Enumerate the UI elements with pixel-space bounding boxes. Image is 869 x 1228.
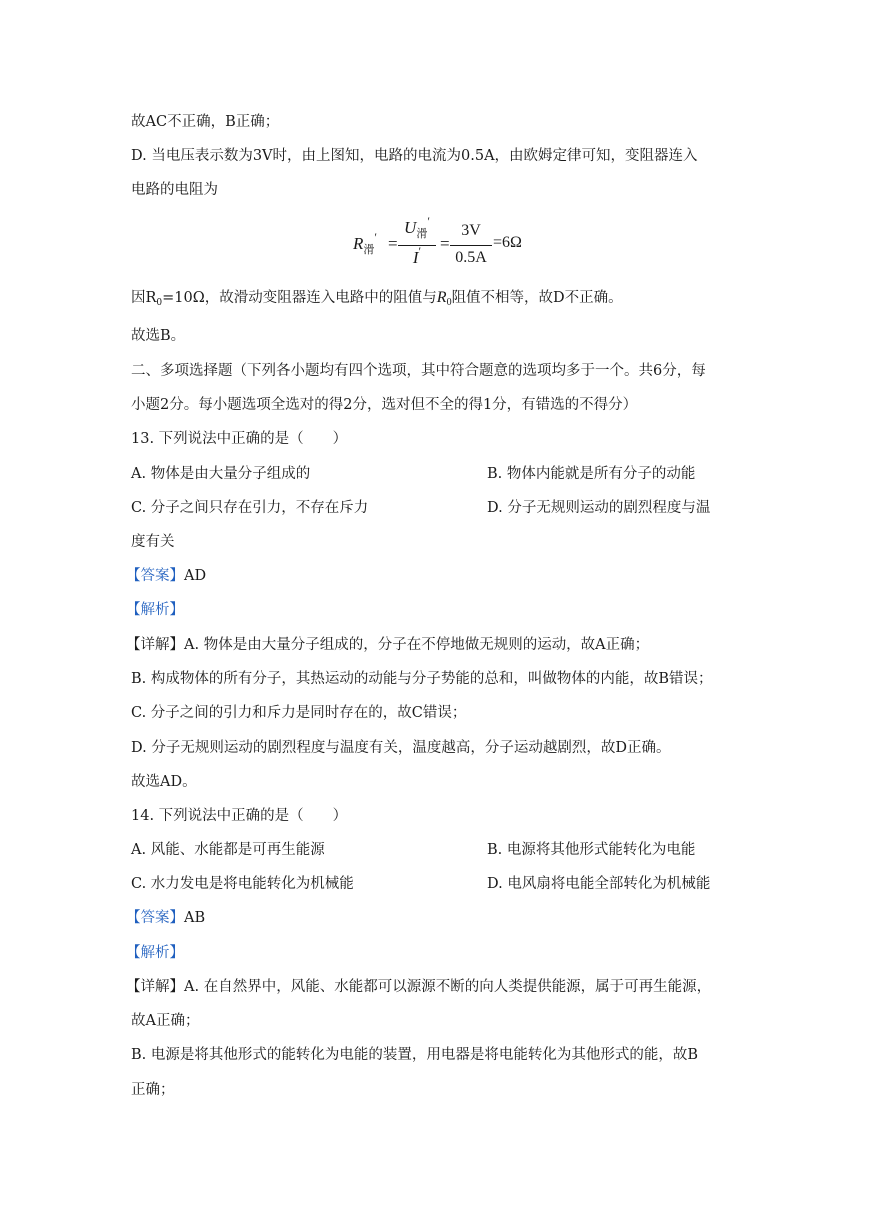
- answer-line: [126, 908, 205, 928]
- r0-symbol: [437, 289, 452, 306]
- formula-i: I: [412, 248, 419, 267]
- formula-denominator: 0.5A: [455, 249, 487, 266]
- section-heading: 二、多项选择题（下列各小题均有四个选项，其中符合题意的选项均多于一个。共6分，每: [131, 363, 706, 379]
- formula-u: U: [404, 218, 417, 237]
- r0-subscript: 0: [446, 297, 452, 308]
- formula-prime: ′: [374, 230, 378, 244]
- option-b: B. 电源将其他形式能转化为电能: [487, 842, 696, 858]
- analysis-label: 【解析】: [126, 602, 184, 618]
- analysis-tag: [126, 600, 184, 620]
- formula-sub: 滑: [363, 244, 375, 256]
- detail-text: A. 物体是由大量分子组成的，分子在不停地做无规则的运动，故A正确；: [184, 637, 650, 653]
- answer-line: [126, 566, 206, 586]
- text-line: 电路的电阻为: [131, 182, 218, 198]
- fraction-bar: [398, 245, 436, 246]
- detail-text: A. 在自然界中，风能、水能都可以源源不断的向人类提供能源，属于可再生能源，: [184, 979, 712, 995]
- text-span: 因R: [131, 290, 157, 306]
- detail-tag: 【详解】: [126, 637, 184, 653]
- text-line: 小题2分。每小题选项全选对的得2分，选对但不全的得1分，有错选的不得分）: [131, 397, 638, 413]
- option-c: C. 水力发电是将电能转化为机械能: [131, 876, 354, 892]
- formula-numerator: 3V: [461, 222, 481, 239]
- formula-prime: ′: [427, 214, 430, 228]
- answer-tag: 【答案】: [126, 568, 184, 584]
- question-stem: 13. 下列说法中正确的是（ ）: [131, 431, 348, 447]
- detail-line: B. 构成物体的所有分子，其热运动的动能与分子势能的总和，叫做物体的内能，故B错误；: [131, 671, 713, 687]
- option-c: C. 分子之间只存在引力，不存在斥力: [131, 500, 369, 516]
- answer-value: AB: [184, 910, 206, 926]
- detail-line: D. 分子无规则运动的剧烈程度与温度有关，温度越高，分子运动越剧烈，故D正确。: [131, 740, 671, 756]
- analysis-label: 【解析】: [126, 945, 184, 961]
- option-a: A. 物体是由大量分子组成的: [131, 466, 311, 482]
- answer-value: AD: [184, 568, 207, 584]
- resistance-formula: [353, 214, 533, 274]
- option-a: A. 风能、水能都是可再生能源: [131, 842, 325, 858]
- option-d: D. 电风扇将电能全部转化为机械能: [487, 876, 711, 892]
- text-line: [131, 288, 623, 310]
- analysis-tag: [126, 943, 184, 963]
- detail-line: 故A正确；: [131, 1013, 200, 1029]
- option-d: D. 分子无规则运动的剧烈程度与温: [487, 500, 711, 516]
- detail-line: [126, 977, 711, 997]
- option-d-continued: 度有关: [131, 534, 175, 550]
- text-line: D. 当电压表示数为3V时，由上图知，电路的电流为0.5A，由欧姆定律可知，变阻器连入: [131, 148, 698, 164]
- r0-letter: R: [436, 289, 447, 306]
- text-span: 阻值不相等，故D不正确。: [451, 290, 623, 306]
- fraction-bar: [450, 245, 492, 246]
- formula-sub: 滑: [416, 228, 428, 240]
- detail-line: 正确；: [131, 1082, 175, 1098]
- detail-line: B. 电源是将其他形式的能转化为电能的装置，用电器是将电能转化为其他形式的能，故B: [131, 1047, 699, 1063]
- formula-r: R: [353, 234, 364, 253]
- answer-tag: 【答案】: [126, 910, 184, 926]
- formula-equals: =: [388, 234, 398, 253]
- detail-line: C. 分子之间的引力和斥力是同时存在的，故C错误；: [131, 705, 467, 721]
- detail-line: [126, 635, 649, 655]
- formula-prime: ′: [418, 244, 422, 258]
- formula-equals: =: [440, 234, 450, 253]
- subscript: 0: [156, 298, 163, 308]
- option-b: B. 物体内能就是所有分子的动能: [487, 466, 696, 482]
- text-span: =10Ω，故滑动变阻器连入电路中的阻值与: [162, 290, 437, 306]
- text-line: 故AC不正确，B正确；: [131, 114, 280, 130]
- text-line: 故选B。: [131, 328, 186, 344]
- detail-tag: 【详解】: [126, 979, 184, 995]
- question-stem: 14. 下列说法中正确的是（ ）: [131, 808, 348, 824]
- formula-result: =6Ω: [493, 234, 522, 251]
- detail-line: 故选AD。: [131, 774, 197, 790]
